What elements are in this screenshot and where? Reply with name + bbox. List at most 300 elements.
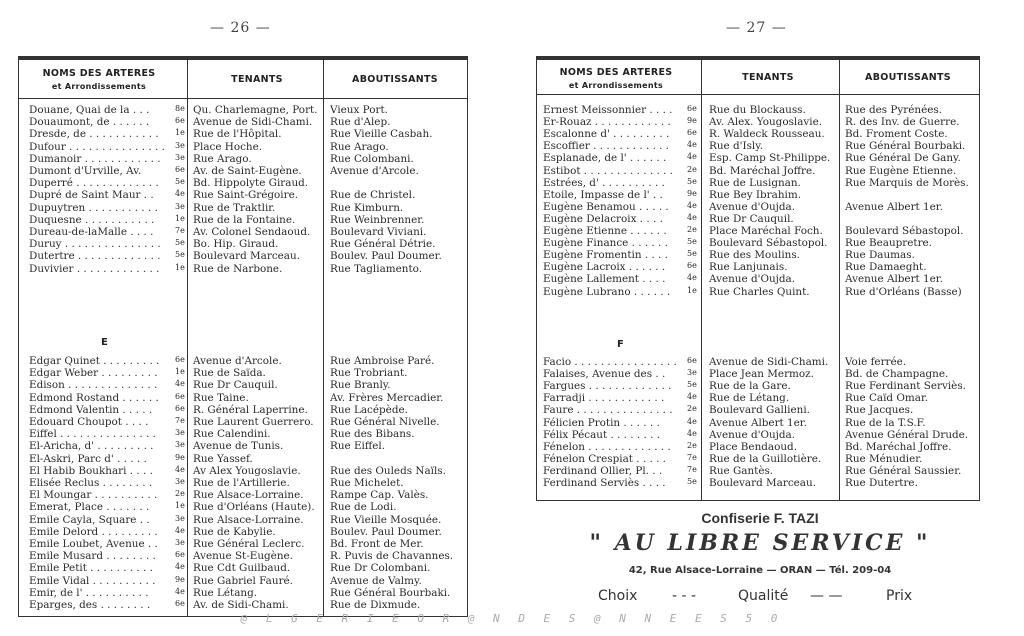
street-name: Elisée Reclus . . . . . . . . <box>29 477 153 489</box>
tenants: Rue de la Gare. <box>709 380 791 393</box>
arrondissement: 1e <box>175 367 185 377</box>
arrondissement: 6e <box>687 356 697 365</box>
aboutissants: Rue Ferdinant Serviès. <box>845 380 966 393</box>
street-name: Edgar Quinet . . . . . . . . . <box>29 355 160 367</box>
street-row <box>19 599 467 611</box>
street-row <box>19 153 467 165</box>
tenants: R. Général Laperrine. <box>193 403 308 416</box>
street-row <box>19 141 467 153</box>
street-row <box>19 514 467 526</box>
street-row <box>537 201 979 213</box>
tenants: Qu. Charlemagne, Port. <box>193 104 318 116</box>
tenants: Boulevard Marceau. <box>709 477 817 489</box>
header-arrondissements: et Arrondissements <box>568 81 664 90</box>
aboutissants: Rue d'Orléans (Basse) <box>845 285 962 298</box>
header-aboutissants: ABOUTISSANTS <box>865 72 951 83</box>
tenants: Rue de la Fontaine. <box>193 213 296 226</box>
ad-prix: Prix <box>886 588 913 604</box>
tenants: Rue Lanjunais. <box>709 261 788 274</box>
street-name: Emir, de l' . . . . . . . . . . <box>29 586 149 599</box>
street-name: Edmond Rostand . . . . . . <box>29 391 159 404</box>
street-name: Farradji . . . . . . . . . . . . <box>543 392 665 405</box>
street-row <box>19 128 467 140</box>
tenants: Avenue d'Oujda. <box>709 273 796 286</box>
street-row <box>19 440 467 452</box>
aboutissants: Rue Michelet. <box>330 477 404 489</box>
aboutissants: Rue Général Détrie. <box>330 238 436 251</box>
street-name: Eugène Lallement . . . . <box>543 273 666 286</box>
aboutissants: Rue Eiffel. <box>330 440 386 453</box>
street-name: Emerat, Place . . . . . . . <box>29 501 150 514</box>
street-name: Duperré . . . . . . . . . . . . . <box>29 177 159 190</box>
aboutissants: Rue Vieille Mosquée. <box>330 513 442 526</box>
street-row <box>537 477 979 489</box>
aboutissants: Rue des Pyrénées. <box>845 104 943 116</box>
arrondissement: 6e <box>175 355 185 364</box>
street-row <box>537 429 979 441</box>
ad-company: Confiserie F. TAZI <box>701 510 819 526</box>
arrondissement: 7e <box>687 452 697 462</box>
aboutissants: Avenue d'Arcole. <box>330 165 419 177</box>
street-row <box>19 238 467 250</box>
street-name: Eugène Fromentin . . . . <box>543 249 668 262</box>
street-name: Duquesne . . . . . . . . . . . <box>29 213 155 226</box>
street-row <box>19 453 467 465</box>
street-name: El Moungar . . . . . . . . . . <box>29 489 158 502</box>
arrondissement: 5e <box>687 249 697 259</box>
street-row <box>19 416 467 428</box>
tenants: Rue d'Orléans (Haute). <box>193 501 315 514</box>
street-row <box>537 140 979 152</box>
aboutissants: Rue de Lodi. <box>330 501 397 514</box>
tenants: Av. de Sidi-Chami. <box>193 599 289 611</box>
street-row <box>537 356 979 368</box>
arrondissement: 6e <box>175 116 185 126</box>
arrondissement: 7e <box>687 464 697 474</box>
street-name: Dumanoir . . . . . . . . . . . . <box>29 152 161 165</box>
street-name: Eiffel . . . . . . . . . . . . . . . <box>29 428 156 441</box>
arrondissement: 4e <box>175 586 185 596</box>
arrondissement: 5e <box>687 380 697 390</box>
aboutissants: Rue Caïd Omar. <box>845 392 929 405</box>
arrondissement: 6e <box>175 391 185 401</box>
arrondissement: 1e <box>175 501 185 511</box>
page-number-left: — 26 — <box>210 20 271 36</box>
arrondissement: 8e <box>175 104 185 113</box>
aboutissants: R. Puvis de Chavannes. <box>330 550 454 563</box>
arrondissement: 3e <box>175 440 185 450</box>
street-row <box>537 404 979 416</box>
aboutissants: Bd. Maréchal Joffre. <box>845 440 952 453</box>
street-row <box>19 104 467 116</box>
arrondissement: 9e <box>687 188 697 198</box>
street-row <box>19 214 467 226</box>
arrondissement: 4e <box>175 525 185 535</box>
aboutissants: Rue Général Nivelle. <box>330 416 440 428</box>
street-row <box>537 128 979 140</box>
tenants: Rue Cdt Guilbaud. <box>193 562 291 575</box>
street-name: El-Aricha, d' . . . . . . . . . <box>29 440 154 453</box>
aboutissants: Rue Dr Colombani. <box>330 562 431 575</box>
arrondissement: 7e <box>175 416 185 425</box>
street-row <box>19 562 467 574</box>
aboutissants: Rue Général Bourbaki. <box>845 140 966 153</box>
street-row <box>537 213 979 225</box>
tenants: Rue d'Isly. <box>709 140 764 153</box>
aboutissants: Rue Arago. <box>330 140 389 153</box>
tenants: Rue Calendini. <box>193 428 271 441</box>
street-row <box>19 116 467 128</box>
arrondissement: 4e <box>175 379 185 389</box>
aboutissants: Rue Beaupretre. <box>845 237 933 250</box>
arrondissement: 5e <box>175 177 185 187</box>
aboutissants: Rue Lacépède. <box>330 403 408 416</box>
tenants: Place Bendaoud. <box>709 440 798 453</box>
arrondissement: 5e <box>687 237 697 247</box>
street-name: Estrées, d' . . . . . . . . . . <box>543 176 665 189</box>
tenants: Boulevard Marceau. <box>193 250 301 263</box>
arrondissement: 5e <box>175 238 185 248</box>
left-street-table <box>18 56 468 617</box>
tenants: Rue de Kabylie. <box>193 525 276 538</box>
street-row <box>537 237 979 249</box>
street-name: Facio . . . . . . . . . . . . . . . . <box>543 356 677 368</box>
ad-dashes-1: - - - <box>672 588 697 604</box>
tenants: Avenue Albert 1er. <box>709 416 807 429</box>
tenants: Rue de l'Hôpital. <box>193 128 282 141</box>
street-row <box>537 116 979 128</box>
arrondissement: 5e <box>687 477 697 486</box>
arrondissement: 6e <box>175 403 185 413</box>
aboutissants: Bd. Froment Coste. <box>845 128 948 141</box>
aboutissants: Rue Jacques. <box>845 404 914 417</box>
aboutissants: Rue Ambroise Paré. <box>330 355 435 367</box>
arrondissement: 4e <box>687 416 697 426</box>
street-row <box>537 104 979 116</box>
street-name: Douane, Quai de la . . . <box>29 104 150 116</box>
tenants: Rue de Létang. <box>709 392 790 405</box>
street-row <box>537 152 979 164</box>
street-row <box>537 177 979 189</box>
tenants: Rue des Moulins. <box>709 249 800 262</box>
aboutissants: Avenue Général Drude. <box>845 428 969 441</box>
aboutissants: Avenue Albert 1er. <box>845 273 943 286</box>
street-row <box>19 263 467 275</box>
street-row <box>19 250 467 262</box>
street-row <box>19 177 467 189</box>
street-name: Emile Vidal . . . . . . . . . . <box>29 574 156 587</box>
aboutissants: Rue Branly. <box>330 379 391 392</box>
street-row <box>537 368 979 380</box>
arrondissement: 4e <box>687 152 697 162</box>
arrondissement: 4e <box>175 464 185 474</box>
aboutissants: Boulev. Paul Doumer. <box>330 250 442 263</box>
tenants: Rue de l'Artillerie. <box>193 477 290 489</box>
street-name: Félix Pécaut . . . . . . . . <box>543 428 661 441</box>
street-row <box>19 428 467 440</box>
tenants: Boulevard Gallieni. <box>709 404 810 417</box>
tenants: Rue Yassef. <box>193 452 253 465</box>
tenants: Avenue d'Oujda. <box>709 200 796 213</box>
tenants: Bo. Hip. Giraud. <box>193 238 279 251</box>
street-name: Duvivier . . . . . . . . . . . . . <box>29 262 160 275</box>
street-name: Dufour . . . . . . . . . . . . . . . <box>29 140 165 153</box>
aboutissants: Voie ferrée. <box>845 356 907 368</box>
tenants: Av. Colonel Sendaoud. <box>193 226 311 238</box>
tenants: Bd. Hippolyte Giraud. <box>193 177 309 190</box>
street-row <box>19 587 467 599</box>
street-name: Escalonne d' . . . . . . . . . <box>543 128 670 141</box>
page-number-right: — 27 — <box>726 20 787 36</box>
tenants: Avenue d'Oujda. <box>709 428 796 441</box>
aboutissants: Rue Général Saussier. <box>845 464 962 477</box>
tenants: Av Alex Yougoslavie. <box>193 464 301 477</box>
aboutissants: Rue Tagliamento. <box>330 262 423 275</box>
street-name: Eparges, des . . . . . . . . <box>29 599 151 611</box>
tenants: Avenue de Sidi-Chami. <box>709 356 829 368</box>
street-row <box>19 392 467 404</box>
tenants: Bd. Maréchal Joffre. <box>709 164 816 177</box>
street-name: Ferdinand Ollier, Pl. . . <box>543 464 663 477</box>
street-name: Fargues . . . . . . . . . . . . . <box>543 380 672 393</box>
arrondissement: 2e <box>687 164 697 174</box>
street-row <box>19 189 467 201</box>
aboutissants: R. des Inv. de Guerre. <box>845 116 960 129</box>
street-row <box>19 226 467 238</box>
street-name: El-Askri, Parc d' . . . . . <box>29 452 147 465</box>
arrondissement: 5e <box>175 250 185 260</box>
tenants: Av. Alex. Yougoslavie. <box>709 116 823 129</box>
arrondissement: 3e <box>175 152 185 162</box>
street-row <box>537 261 979 273</box>
arrondissement: 4e <box>175 189 185 199</box>
aboutissants: Avenue Albert 1er. <box>845 200 943 213</box>
street-row <box>537 189 979 201</box>
arrondissement: 3e <box>175 513 185 523</box>
tenants: Rue Létang. <box>193 586 258 599</box>
ad-choix: Choix <box>598 588 638 604</box>
aboutissants: Boulevard Sébastopol. <box>845 225 964 237</box>
tenants: Avenue de Sidi-Chami. <box>193 116 313 129</box>
street-row <box>19 538 467 550</box>
tenants: Rue de Lusignan. <box>709 176 801 189</box>
aboutissants: Rue Dutertre. <box>845 477 918 489</box>
tenants: Rue Taine. <box>193 391 249 404</box>
arrondissement: 4e <box>687 273 697 283</box>
tenants: Rue du Blockauss. <box>709 104 806 116</box>
aboutissants: Rue Daumas. <box>845 249 915 262</box>
header-noms: NOMS DES ARTERES <box>559 67 673 78</box>
aboutissants: Rue Kimburn. <box>330 201 404 214</box>
arrondissement: 3e <box>175 140 185 150</box>
tenants: Rue de Saïda. <box>193 367 266 380</box>
left-table-header <box>19 60 467 99</box>
aboutissants: Boulevard Viviani. <box>330 226 427 238</box>
arrondissement: 4e <box>687 200 697 210</box>
arrondissement: 6e <box>175 165 185 174</box>
street-name: Ferdinand Serviès . . . . <box>543 477 666 489</box>
aboutissants: Rue Vieille Casbah. <box>330 128 433 141</box>
street-name: El Habib Boukhari . . . . <box>29 464 153 477</box>
aboutissants: Bd. de Champagne. <box>845 368 949 381</box>
aboutissants: Av. Frères Mercadier. <box>330 391 444 404</box>
street-row <box>19 550 467 562</box>
ad-address: 42, Rue Alsace-Lorraine — ORAN — Tél. 209-04 <box>628 565 892 576</box>
aboutissants: Rue de Christel. <box>330 189 416 202</box>
tenants: Place Hoche. <box>193 140 263 153</box>
street-name: Fénelon . . . . . . . . . . . . . <box>543 440 671 453</box>
tenants: Rue de Narbone. <box>193 262 283 275</box>
street-row <box>537 380 979 392</box>
street-name: Eugène Etienne . . . . . . <box>543 225 667 237</box>
arrondissement: 3e <box>687 368 697 378</box>
street-row <box>19 355 467 367</box>
street-row <box>19 202 467 214</box>
aboutissants: Rue Trobriant. <box>330 367 408 380</box>
street-name: Dupuytren . . . . . . . . . . . <box>29 201 158 214</box>
tenants: Rue Charles Quint. <box>709 285 810 298</box>
arrondissement: 6e <box>175 550 185 560</box>
aboutissants: Rue Marquis de Morès. <box>845 176 969 189</box>
ad-quality: Qualité <box>738 588 789 604</box>
tenants: Rue Bey Ibrahim. <box>709 188 802 201</box>
arrondissement: 1e <box>175 128 185 138</box>
street-name: Etoile, Impasse de l' . . <box>543 188 663 201</box>
tenants: Rue Alsace-Lorraine. <box>193 489 304 502</box>
aboutissants: Rampe Cap. Valès. <box>330 489 429 502</box>
arrondissement: 2e <box>175 489 185 499</box>
street-name: Dureau-de-laMalle . . . . <box>29 226 154 238</box>
aboutissants: Rue d'Alep. <box>330 116 391 129</box>
street-row <box>537 465 979 477</box>
aboutissants: Rue des Ouleds Naïls. <box>330 464 446 477</box>
section-letter-e: E <box>101 337 108 348</box>
arrondissement: 1e <box>175 262 185 272</box>
tenants: Rue Arago. <box>193 152 252 165</box>
tenants: Place Maréchal Foch. <box>709 225 823 237</box>
arrondissement: 9e <box>175 452 185 462</box>
tenants: Rue Dr Cauquil. <box>193 379 278 392</box>
tenants: Avenue d'Arcole. <box>193 355 282 367</box>
street-name: Duruy . . . . . . . . . . . . . . . <box>29 238 161 251</box>
tenants: Esp. Camp St-Philippe. <box>709 152 831 165</box>
street-row <box>19 477 467 489</box>
street-name: Eugène Delacroix . . . . <box>543 212 663 225</box>
right-street-table <box>536 56 980 501</box>
tenants: Rue Gabriel Fauré. <box>193 574 293 587</box>
arrondissement: 3e <box>175 538 185 547</box>
header-aboutissants: ABOUTISSANTS <box>352 74 438 85</box>
street-name: Esplanade, de l' . . . . . . <box>543 152 667 165</box>
arrondissement: 6e <box>687 261 697 271</box>
arrondissement: 5e <box>687 176 697 186</box>
ad-slogan: " AU LIBRE SERVICE " <box>589 530 931 556</box>
arrondissement: 3e <box>175 428 185 438</box>
header-tenants: TENANTS <box>742 72 794 83</box>
arrondissement: 2e <box>687 225 697 234</box>
tenants: Avenue St-Eugène. <box>193 550 293 563</box>
aboutissants: Bd. Front de Mer. <box>330 538 424 550</box>
aboutissants: Rue Damaeght. <box>845 261 927 274</box>
street-name: Dresde, de . . . . . . . . . . . <box>29 128 159 141</box>
aboutissants: Boulev. Paul Doumer. <box>330 525 442 538</box>
aboutissants: Rue des Bibans. <box>330 428 415 441</box>
section-letter-f: F <box>617 339 624 350</box>
arrondissement: 4e <box>687 428 697 438</box>
street-name: Emile Delord . . . . . . . . . <box>29 525 158 538</box>
street-name: Emile Loubet, Avenue . . <box>29 538 158 550</box>
street-name: Emile Musard . . . . . . . . <box>29 550 156 563</box>
street-name: Edgar Weber . . . . . . . . . <box>29 367 158 380</box>
street-name: Er-Rouaz . . . . . . . . . . . . <box>543 116 671 129</box>
arrondissement: 1e <box>687 285 697 295</box>
tenants: Rue Dr Cauquil. <box>709 212 794 225</box>
tenants: Avenue de Tunis. <box>193 440 284 453</box>
street-name: Emile Petit . . . . . . . . . . <box>29 562 153 575</box>
street-row <box>19 465 467 477</box>
aboutissants: Rue Général Bourbaki. <box>330 586 451 599</box>
header-arrondissements: et Arrondissements <box>51 82 147 91</box>
arrondissement: 4e <box>687 392 697 402</box>
street-row <box>19 404 467 416</box>
aboutissants: Rue de la T.S.F. <box>845 416 926 429</box>
ad-dashes-2: — — <box>810 588 843 604</box>
arrondissement: 9e <box>687 116 697 126</box>
street-name: Douaumont, de . . . . . . <box>29 116 150 129</box>
tenants: Rue de Traktlir. <box>193 201 276 214</box>
right-table-header <box>537 60 979 95</box>
aboutissants: Rue de Dixmude. <box>330 599 421 611</box>
street-name: Dumont d'Urville, Av. <box>29 165 142 177</box>
header-tenants: TENANTS <box>231 74 283 85</box>
tenants: Boulevard Sébastopol. <box>709 237 828 250</box>
street-row <box>19 501 467 513</box>
arrondissement: 3e <box>175 477 185 486</box>
street-name: Ernest Meissonnier . . . . <box>543 104 673 116</box>
arrondissement: 2e <box>687 440 697 450</box>
street-name: Falaises, Avenue des . . <box>543 368 666 381</box>
street-name: Eugène Finance . . . . . . <box>543 237 668 250</box>
tenants: Rue Général Leclerc. <box>193 538 305 550</box>
arrondissement: 4e <box>175 562 185 572</box>
header-noms: NOMS DES ARTERES <box>42 68 156 79</box>
street-row <box>537 249 979 261</box>
tenants: Rue Saint-Grégoire. <box>193 189 299 202</box>
street-name: Dutertre . . . . . . . . . . . . . <box>29 250 161 263</box>
street-name: Edmond Valentin . . . . . <box>29 403 153 416</box>
arrondissement: 4e <box>687 140 697 150</box>
tenants: Rue Alsace-Lorraine. <box>193 513 304 526</box>
aboutissants: Rue Eugène Etienne. <box>845 164 957 177</box>
watermark-footer: @ L G E R I E O R @ N D E S @ N N E E S 5 0 <box>240 612 784 625</box>
arrondissement: 1e <box>175 213 185 223</box>
street-row <box>19 367 467 379</box>
arrondissement: 6e <box>687 128 697 138</box>
tenants: Place Jean Mermoz. <box>709 368 814 381</box>
street-name: Fénelon Crespiat . . . . . <box>543 452 666 465</box>
street-row <box>19 165 467 177</box>
aboutissants: Rue Ménudier. <box>845 452 923 465</box>
street-name: Edouard Choupot . . . . <box>29 416 149 428</box>
street-name: Dupré de Saint Maur . . <box>29 189 154 202</box>
arrondissement: 2e <box>687 404 697 414</box>
street-name: Eugène Lacroix . . . . . . <box>543 261 666 274</box>
tenants: Av. de Saint-Eugène. <box>193 165 302 177</box>
arrondissement: 9e <box>175 574 185 584</box>
street-row <box>537 165 979 177</box>
street-row <box>537 417 979 429</box>
street-row <box>537 273 979 285</box>
